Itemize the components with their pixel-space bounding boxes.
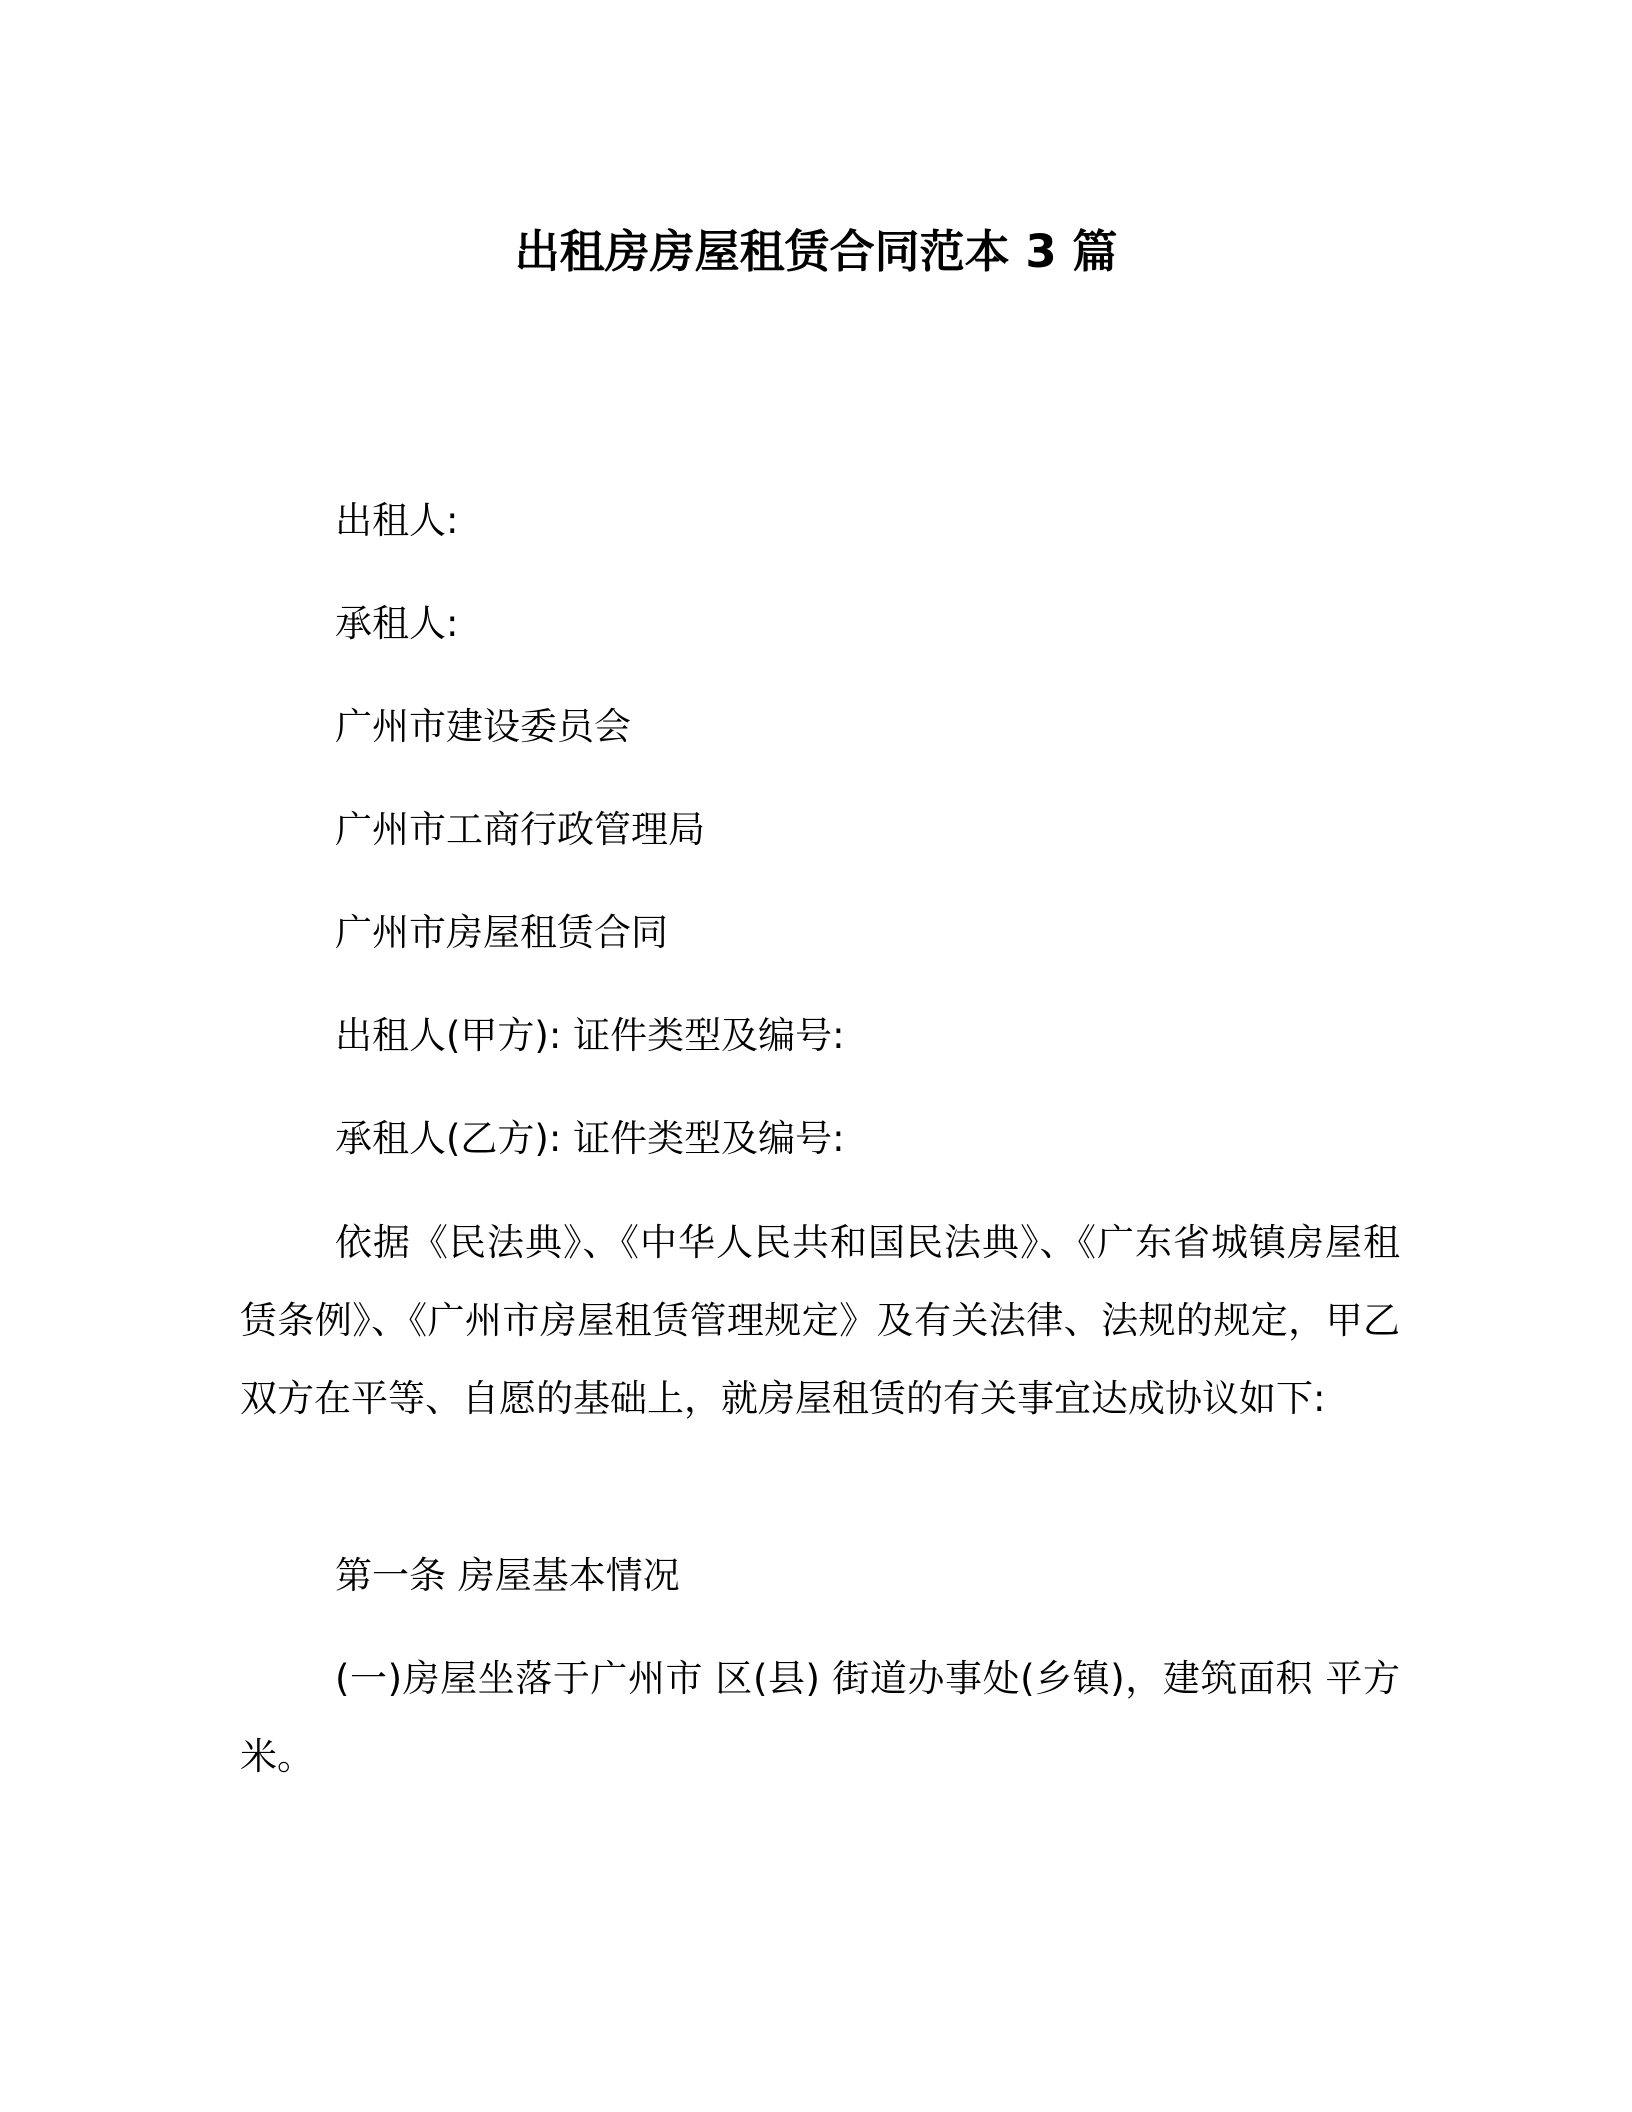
lessor-line: 出租人: [335,499,459,542]
article-1-item-1: (一)房屋坐落于广州市 区(县) 街道办事处(乡镇)，建筑面积 平方米。 [240,1657,1400,1778]
issuer-industry-commerce-bureau: 广州市工商行政管理局 [335,808,705,851]
party-b-id-line: 承租人(乙方): 证件类型及编号: [335,1117,845,1160]
issuer-construction-committee: 广州市建设委员会 [335,705,631,748]
article-1-heading: 第一条 房屋基本情况 [335,1554,680,1597]
contract-name-line: 广州市房屋租赁合同 [335,911,668,954]
intro-paragraph: 依据《民法典》、《中华人民共和国民法典》、《广东省城镇房屋租赁条例》、《广州市房屋租赁管理规定》及有关法律、法规的规定，甲乙双方在平等、自愿的基础上，就房屋租赁的有关事宜达成协议如下: [240,1221,1400,1420]
document-title: 出租房房屋租赁合同范本 3 篇 [514,225,1118,278]
party-a-id-line: 出租人(甲方): 证件类型及编号: [335,1014,845,1057]
lessee-line: 承租人: [335,602,459,645]
